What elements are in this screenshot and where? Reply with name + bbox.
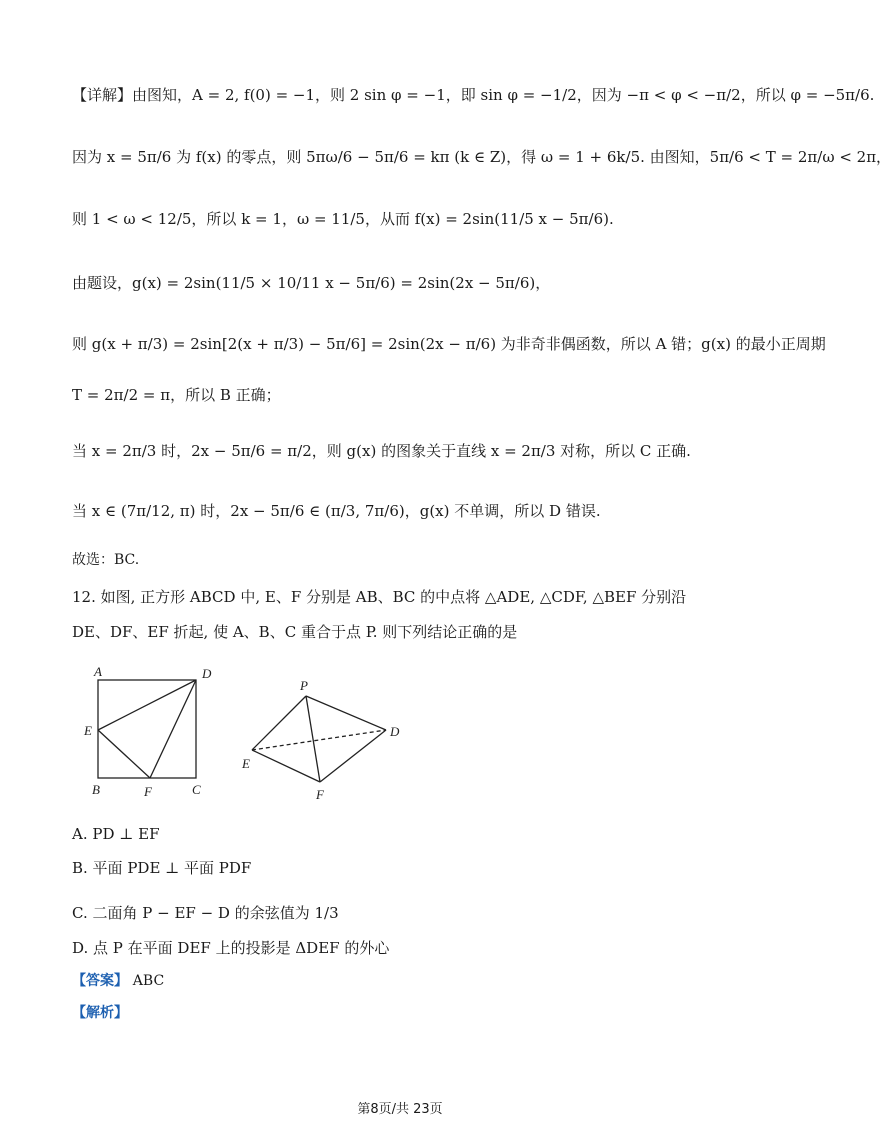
page-number: 第8页/共 23页 xyxy=(357,1102,443,1117)
question-12-stem-1: 12. 如图, 正方形 ABCD 中, E、F 分别是 AB、BC 的中点将 △ADE, △CDF, △BEF 分别沿 xyxy=(72,588,687,606)
tetrahedron-figure xyxy=(240,676,420,806)
solution-line-2: 因为 x = 5π/6 为 f(x) 的零点，则 5πω/6 − 5π/6 = kπ (k ∈ Z)，得 ω = 1 + 6k/5. 由图知，5π/6 < T = 2π/ω < 2π， xyxy=(72,148,891,166)
solution-line-8: 当 x ∈ (7π/12, π) 时，2x − 5π/6 ∈ (π/3, 7π/6)，g(x) 不单调，所以 D 错误. xyxy=(72,502,601,520)
square-figure xyxy=(80,664,230,800)
answer-value: ABC xyxy=(132,973,165,989)
label-b: B xyxy=(92,782,100,797)
solution-line-7: 当 x = 2π/3 时，2x − 5π/6 = π/2，则 g(x) 的图象关于直线 x = 2π/3 对称，所以 C 正确. xyxy=(72,442,691,460)
label-c: C xyxy=(192,782,201,797)
option-d: D. 点 P 在平面 DEF 上的投影是 ΔDEF 的外心 xyxy=(72,939,390,957)
label-p: P xyxy=(300,678,308,693)
option-b: B. 平面 PDE ⊥ 平面 PDF xyxy=(72,859,252,877)
solution-line-1: 【详解】由图知，A = 2, f(0) = −1，则 2 sin φ = −1，即 sin φ = −1/2，因为 −π < φ < −π/2，所以 φ = −5π/6. xyxy=(72,86,875,104)
label-d-3d: D xyxy=(390,724,400,739)
solution-line-4: 由题设，g(x) = 2sin(11/5 × 10/11 x − 5π/6) = 2sin(2x − 5π/6)， xyxy=(72,274,551,292)
solution-line-3: 则 1 < ω < 12/5，所以 k = 1，ω = 11/5，从而 f(x) = 2sin(11/5 x − 5π/6). xyxy=(72,210,614,228)
solution-line-6: T = 2π/2 = π，所以 B 正确； xyxy=(72,386,281,404)
solution-line-5: 则 g(x + π/3) = 2sin[2(x + π/3) − 5π/6] = 2sin(2x − π/6) 为非奇非偶函数，所以 A 错；g(x) 的最小正周期 xyxy=(72,335,826,353)
analysis-tag: 【解析】 xyxy=(72,1005,128,1021)
label-f: F xyxy=(144,784,152,799)
label-e: E xyxy=(84,723,92,738)
solution-conclusion: 故选：BC. xyxy=(72,552,140,568)
option-c: C. 二面角 P − EF − D 的余弦值为 1/3 xyxy=(72,904,339,922)
label-f-3d: F xyxy=(316,787,324,802)
question-12-stem-2: DE、DF、EF 折起, 使 A、B、C 重合于点 P. 则下列结论正确的是 xyxy=(72,623,518,641)
label-e-3d: E xyxy=(242,756,250,771)
label-a: A xyxy=(94,664,102,679)
answer-tag: 【答案】 xyxy=(72,973,128,989)
option-a: A. PD ⊥ EF xyxy=(72,825,160,843)
label-d: D xyxy=(202,666,212,681)
analysis-line xyxy=(72,1001,760,1024)
answer-line xyxy=(72,969,760,992)
